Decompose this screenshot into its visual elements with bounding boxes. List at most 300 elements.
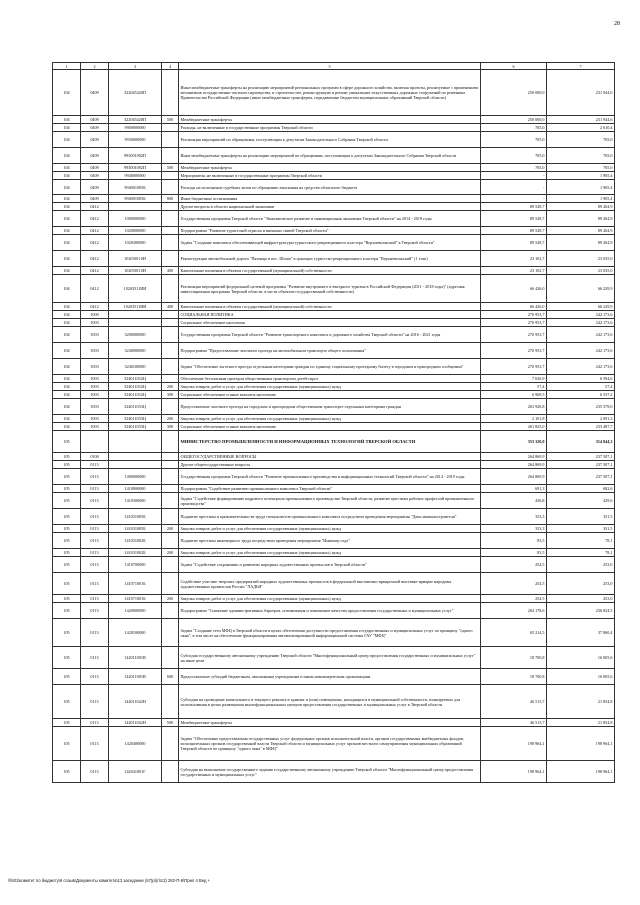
section-code-cell: 1000	[81, 311, 109, 319]
ministry-code-cell: 105	[53, 549, 81, 557]
section-code-cell: 0113	[81, 619, 109, 647]
expense-name-cell: Закупка товаров, работ и услуг для обеспечения государственных (муниципальных) нужд	[179, 549, 481, 557]
expense-name-cell: Подпрограмма "Снижение административных барьеров, оптимизация и повышение качества предоставления государственных и муниципальных услуг"	[179, 603, 481, 619]
expense-name-cell: Государственная программа Тверской области "Развитие транспортного комплекса и дорожного хозяйства Тверской области" на 2016 - 2021 годы	[179, 327, 481, 343]
table-row	[53, 549, 615, 557]
executed-amount-cell: 1 905,4	[547, 172, 615, 180]
expense-type-cell	[162, 211, 179, 227]
expense-name-cell: Капитальные вложения в объекты государственной (муниципальной) собственности	[179, 267, 481, 275]
section-code-cell: 0113	[81, 485, 109, 493]
table-row	[53, 669, 615, 685]
target-article-cell: 3200000000	[109, 327, 162, 343]
expense-name-cell: СОЦИАЛЬНАЯ ПОЛИТИКА	[179, 311, 481, 319]
section-code-cell: 1003	[81, 327, 109, 343]
ministry-code-cell: 104	[53, 116, 81, 124]
executed-amount-cell: 242 173,6	[547, 359, 615, 375]
table-row	[53, 164, 615, 172]
section-code-cell: 0113	[81, 685, 109, 719]
table-row	[53, 311, 615, 319]
page-number: 28	[614, 21, 620, 27]
executed-amount-cell: 23 035,0	[547, 267, 615, 275]
table-row	[53, 469, 615, 485]
ministry-code-cell: 104	[53, 235, 81, 251]
expense-type-cell	[162, 359, 179, 375]
executed-amount-cell: 78,1	[547, 549, 615, 557]
ministry-code-cell: 105	[53, 685, 81, 719]
expense-type-cell	[162, 399, 179, 415]
ministry-code-cell: 104	[53, 319, 81, 327]
budget-table	[52, 62, 615, 783]
target-article-cell	[109, 431, 162, 453]
section-code-cell: 0113	[81, 461, 109, 469]
table-row	[53, 116, 615, 124]
executed-amount-cell: 237 507,1	[547, 461, 615, 469]
section-code-cell: 0412	[81, 303, 109, 311]
expense-type-cell	[162, 343, 179, 359]
planned-amount-cell: 18 700,8	[481, 669, 547, 685]
planned-amount-cell: 705,0	[481, 132, 547, 148]
planned-amount-cell: 264 178,6	[481, 603, 547, 619]
expense-name-cell: Задача "Создание комплекса обеспечивающей инфраструктуры туристского-рекреационного кластера "Верхневолжский" в Тверской области"	[179, 235, 481, 251]
section-code-cell: 0412	[81, 267, 109, 275]
expense-name-cell: Подпрограмма "Содействие развитию промышленного комплекса Тверской области"	[179, 485, 481, 493]
ministry-code-cell: 104	[53, 180, 81, 195]
section-code-cell: 0113	[81, 647, 109, 669]
expense-name-cell: Субсидии на проведение капитального и текущего ремонта в зданиях и (или) помещениях, находящихся в муниципальной собственности, планируемых для использования в целях размещения многофункциональных центров предоставления государственных и муниципальных услуг в Тверской области	[179, 685, 481, 719]
target-article-cell: 322045420П	[109, 116, 162, 124]
section-code-cell: 0113	[81, 573, 109, 595]
planned-amount-cell: -	[481, 195, 547, 203]
expense-name-cell: Другие общегосударственные вопросы	[179, 461, 481, 469]
expense-name-cell: Предоставление субсидий бюджетным, автономным учреждениям и иным некоммерческим организациям	[179, 669, 481, 685]
expense-name-cell: Социальное обеспечение и иные выплаты населению	[179, 423, 481, 431]
column-number-7: 7	[547, 63, 615, 70]
target-article-cell: 1410300000	[109, 493, 162, 509]
ministry-code-cell: 105	[53, 557, 81, 573]
expense-type-cell	[162, 319, 179, 327]
ministry-code-cell: 104	[53, 311, 81, 319]
planned-amount-cell: 263 926,8	[481, 399, 547, 415]
planned-amount-cell: 89 528,7	[481, 235, 547, 251]
ministry-code-cell: 105	[53, 573, 81, 595]
target-article-cell: 1020300000	[109, 235, 162, 251]
expense-type-cell	[162, 685, 179, 719]
table-row	[53, 647, 615, 669]
section-code-cell: 1003	[81, 383, 109, 391]
executed-amount-cell: 253,0	[547, 573, 615, 595]
ministry-code-cell: 105	[53, 525, 81, 533]
ministry-code-cell: 104	[53, 203, 81, 211]
table-row	[53, 343, 615, 359]
planned-amount-cell: 691,3	[481, 485, 547, 493]
target-article-cell: 9930000000	[109, 132, 162, 148]
section-code-cell	[81, 431, 109, 453]
ministry-code-cell: 104	[53, 124, 81, 132]
expense-name-cell: Межбюджетные трансферты	[179, 116, 481, 124]
expense-name-cell: Межбюджетные трансферты	[179, 719, 481, 727]
table-row	[53, 375, 615, 383]
expense-name-cell: Закупка товаров, работ и услуг для обеспечения государственных (муниципальных) нужд	[179, 415, 481, 423]
executed-amount-cell: 16 005,6	[547, 669, 615, 685]
ministry-code-cell: 105	[53, 595, 81, 603]
section-code-cell: 1003	[81, 423, 109, 431]
executed-amount-cell: 242 173,6	[547, 343, 615, 359]
section-code-cell: 0113	[81, 595, 109, 603]
planned-amount-cell: 270 953,7	[481, 319, 547, 327]
target-article-cell: 141031002Б	[109, 549, 162, 557]
table-row	[53, 415, 615, 423]
executed-amount-cell: 242 173,6	[547, 319, 615, 327]
target-article-cell: 142011001В	[109, 647, 162, 669]
expense-type-cell	[162, 727, 179, 761]
table-row	[53, 70, 615, 116]
target-article-cell: 324011033Ц	[109, 423, 162, 431]
planned-amount-cell: 83,5	[481, 549, 547, 557]
table-row	[53, 303, 615, 311]
target-article-cell: 142011042Н	[109, 685, 162, 719]
ministry-code-cell: 105	[53, 485, 81, 493]
planned-amount-cell: 353,3	[481, 509, 547, 525]
ministry-code-cell: 104	[53, 172, 81, 180]
planned-amount-cell: 250 000,0	[481, 70, 547, 116]
planned-amount-cell: 436,8	[481, 493, 547, 509]
expense-name-cell: Задача "Обеспечение предоставления государственных услуг федеральных органов исполнительной власти, органов государственных внебюджетных фондов, исполнительных органов государственной власти Тверской области и муниципальных услуг органов местного самоуправления муниципальных образований Тверской области по принципу "одного окна" в МФЦ"	[179, 727, 481, 761]
planned-amount-cell: 705,0	[481, 124, 547, 132]
section-code-cell: 0409	[81, 195, 109, 203]
executed-amount-cell: 57,4	[547, 383, 615, 391]
executed-amount-cell: 198 964,1	[547, 761, 615, 783]
ministry-code-cell: 104	[53, 267, 81, 275]
expense-name-cell: Задача "Содействие формированию кадрового потенциала промышленного производства Тверской области, развитие престижа рабочих профессий промышленного производства"	[179, 493, 481, 509]
planned-amount-cell: 264 869,9	[481, 461, 547, 469]
target-article-cell: 324011032Ц	[109, 391, 162, 399]
ministry-code-cell: 104	[53, 251, 81, 267]
expense-type-cell	[162, 227, 179, 235]
table-row	[53, 172, 615, 180]
ministry-code-cell: 104	[53, 195, 81, 203]
target-article-cell: 324011033Ц	[109, 415, 162, 423]
ministry-code-cell: 104	[53, 383, 81, 391]
ministry-code-cell: 104	[53, 375, 81, 383]
table-row	[53, 267, 615, 275]
target-article-cell: 994001005Б	[109, 195, 162, 203]
executed-amount-cell: 89 264,9	[547, 203, 615, 211]
column-number-3: 3	[109, 63, 162, 70]
expense-type-cell: 200	[162, 549, 179, 557]
section-code-cell: 0409	[81, 180, 109, 195]
expense-name-cell: Иные бюджетные ассигнования	[179, 195, 481, 203]
section-code-cell: 0113	[81, 727, 109, 761]
planned-amount-cell: 270 953,7	[481, 343, 547, 359]
executed-amount-cell: 705,0	[547, 164, 615, 172]
expense-name-cell: Задача "Обеспечение льготного проезда отдельным категориям граждан по единому социальному проездному билету в городском и пригородном сообщении"	[179, 359, 481, 375]
executed-amount-cell: 21 854,8	[547, 719, 615, 727]
ministry-code-cell: 104	[53, 164, 81, 172]
target-article-cell: 1410700000	[109, 557, 162, 573]
target-article-cell: 10203511ИИ	[109, 303, 162, 311]
expense-type-cell	[162, 533, 179, 549]
planned-amount-cell: 46 513,7	[481, 719, 547, 727]
executed-amount-cell: 198 964,1	[547, 727, 615, 761]
table-row	[53, 275, 615, 303]
expense-type-cell	[162, 619, 179, 647]
expense-name-cell: Другие вопросы в области национальной экономики	[179, 203, 481, 211]
planned-amount-cell: 89 528,7	[481, 203, 547, 211]
section-code-cell: 0113	[81, 603, 109, 619]
section-code-cell: 1003	[81, 391, 109, 399]
target-article-cell: 324011032Ц	[109, 383, 162, 391]
table-row	[53, 509, 615, 525]
expense-type-cell	[162, 453, 179, 461]
executed-amount-cell: 237 507,1	[547, 469, 615, 485]
section-code-cell: 1003	[81, 399, 109, 415]
section-code-cell: 1003	[81, 319, 109, 327]
executed-amount-cell: 351,5	[547, 525, 615, 533]
planned-amount-cell: 198 964,1	[481, 761, 547, 783]
ministry-code-cell: 104	[53, 303, 81, 311]
expense-type-cell	[162, 132, 179, 148]
expense-type-cell	[162, 573, 179, 595]
table-row	[53, 235, 615, 251]
planned-amount-cell: 18 700,8	[481, 647, 547, 669]
executed-amount-cell: 21 854,8	[547, 685, 615, 719]
section-code-cell: 0113	[81, 549, 109, 557]
expense-name-cell: Государственная программа Тверской области "Экономическое развитие и инновационная экономика Тверской области" на 2014 - 2019 годы	[179, 211, 481, 227]
planned-amount-cell: 7 026,9	[481, 375, 547, 383]
planned-amount-cell: 254,5	[481, 595, 547, 603]
executed-amount-cell: 6 594,6	[547, 375, 615, 383]
executed-amount-cell: 236 824,5	[547, 603, 615, 619]
section-code-cell: 0409	[81, 164, 109, 172]
target-article-cell: 1400000000	[109, 469, 162, 485]
expense-type-cell: 400	[162, 303, 179, 311]
expense-name-cell: Межбюджетные трансферты	[179, 164, 481, 172]
ministry-code-cell: 104	[53, 275, 81, 303]
section-code-cell: 0113	[81, 533, 109, 549]
planned-amount-cell: 23 102,7	[481, 267, 547, 275]
section-code-cell: 1003	[81, 343, 109, 359]
planned-amount-cell: 254,5	[481, 573, 547, 595]
planned-amount-cell: 254,5	[481, 557, 547, 573]
section-code-cell: 1003	[81, 359, 109, 375]
table-row	[53, 327, 615, 343]
table-row	[53, 211, 615, 227]
section-code-cell: 0113	[81, 761, 109, 783]
expense-name-cell: Иные межбюджетные трансферты на реализацию мероприятий по обращениям, поступающим к депутатам Законодательного Собрания Тверской области	[179, 148, 481, 164]
target-article-cell: 1410000000	[109, 485, 162, 493]
table-row	[53, 619, 615, 647]
section-code-cell: 0409	[81, 124, 109, 132]
section-code-cell: 0412	[81, 251, 109, 267]
executed-amount-cell: 231 944,6	[547, 70, 615, 116]
ministry-code-cell: 105	[53, 461, 81, 469]
expense-name-cell: Реализация мероприятий по обращениям, поступающим к депутатам Законодательного Собрания Тверской области	[179, 132, 481, 148]
expense-type-cell	[162, 485, 179, 493]
section-code-cell: 0113	[81, 557, 109, 573]
planned-amount-cell: 66 426,0	[481, 303, 547, 311]
table-row	[53, 595, 615, 603]
table-row	[53, 453, 615, 461]
planned-amount-cell: 2 101,8	[481, 415, 547, 423]
section-code-cell: 0412	[81, 275, 109, 303]
expense-name-cell: Реконструкция автомобильной дороги "Пятница в пос. Шоша" в границах туристско-рекреационного кластера "Верхневолжский" (1 этап)	[179, 251, 481, 267]
expense-name-cell: Мероприятия, не включенные в государственные программы Тверской области	[179, 172, 481, 180]
expense-type-cell	[162, 375, 179, 383]
expense-type-cell: 200	[162, 415, 179, 423]
ministry-code-cell: 104	[53, 343, 81, 359]
expense-name-cell: Задача "Создание сети МФЦ в Тверской области в целях обеспечения доступности предоставления государственных и муниципальных услуг по принципу "одного окна", в том числе на обеспечение функционирования автоматизированной информационной системы ГАУ "МФЦ"	[179, 619, 481, 647]
target-article-cell	[109, 319, 162, 327]
table-row	[53, 603, 615, 619]
target-article-cell: 1420400000	[109, 727, 162, 761]
target-article-cell: 141031002Б	[109, 533, 162, 549]
target-article-cell: 1020000000	[109, 227, 162, 235]
executed-amount-cell: 78,1	[547, 533, 615, 549]
expense-name-cell: Капитальные вложения в объекты государственной (муниципальной) собственности	[179, 303, 481, 311]
expense-type-cell	[162, 311, 179, 319]
executed-amount-cell: 705,0	[547, 148, 615, 164]
expense-type-cell	[162, 235, 179, 251]
executed-amount-cell: 89 264,9	[547, 235, 615, 251]
planned-amount-cell: 83,5	[481, 533, 547, 549]
target-article-cell: 141071001Б	[109, 573, 162, 595]
section-code-cell: 0113	[81, 525, 109, 533]
expense-type-cell: 300	[162, 423, 179, 431]
table-row	[53, 251, 615, 267]
executed-amount-cell: 89 264,9	[547, 227, 615, 235]
section-code-cell: 0412	[81, 211, 109, 227]
planned-amount-cell: 198 964,1	[481, 727, 547, 761]
ministry-code-cell: 105	[53, 647, 81, 669]
section-code-cell: 0113	[81, 509, 109, 525]
section-code-cell: 0113	[81, 469, 109, 485]
table-header-row	[53, 63, 615, 70]
target-article-cell: 142011042Н	[109, 719, 162, 727]
ministry-code-cell: 104	[53, 399, 81, 415]
expense-type-cell: 300	[162, 391, 179, 399]
table-row	[53, 533, 615, 549]
expense-name-cell: МИНИСТЕРСТВО ПРОМЫШЛЕННОСТИ И ИНФОРМАЦИОННЫХ ТЕХНОЛОГИЙ ТВЕРСКОЙ ОБЛАСТИ	[179, 431, 481, 453]
executed-amount-cell: 705,0	[547, 132, 615, 148]
table-row	[53, 423, 615, 431]
target-article-cell	[109, 203, 162, 211]
target-article-cell: 102038110И	[109, 251, 162, 267]
planned-amount-cell: 46 513,7	[481, 685, 547, 719]
section-code-cell: 0412	[81, 235, 109, 251]
executed-amount-cell: 242 173,6	[547, 327, 615, 343]
expense-type-cell: 200	[162, 383, 179, 391]
expense-name-cell: ОБЩЕГОСУДАРСТВЕННЫЕ ВОПРОСЫ	[179, 453, 481, 461]
expense-type-cell	[162, 124, 179, 132]
column-number-6: 6	[481, 63, 547, 70]
expense-name-cell: Иные межбюджетные трансферты на реализацию мероприятий региональных программ в сфере дорожного хозяйства, включая проекты, реализуемые с применением механизмов государственно-частного партнерства, и строительство, реконструкцию и ремонт уникальных искусственных дорожных сооружений по решениям Правительства Российской Федерации (иные межбюджетные трансферты, передаваемые бюджетам муниципальных образований Тверской области)	[179, 70, 481, 116]
executed-amount-cell: 6 537,2	[547, 391, 615, 399]
target-article-cell: 102038110И	[109, 267, 162, 275]
table-row	[53, 148, 615, 164]
table-row	[53, 573, 615, 595]
executed-amount-cell: 2 091,3	[547, 415, 615, 423]
ministry-code-cell: 104	[53, 423, 81, 431]
target-article-cell: 3240000000	[109, 343, 162, 359]
section-code-cell: 0113	[81, 669, 109, 685]
table-row	[53, 727, 615, 761]
expense-name-cell: Закупка товаров, работ и услуг для обеспечения государственных (муниципальных) нужд	[179, 525, 481, 533]
target-article-cell: 3240100000	[109, 359, 162, 375]
table-row	[53, 195, 615, 203]
expense-type-cell	[162, 461, 179, 469]
executed-amount-cell: 233 487,7	[547, 423, 615, 431]
table-row	[53, 761, 615, 783]
file-path-footer: \\fs01\комитет по бюджету\6 созыв\Документы комитета\13 заседание (67)р\(п\13) 282-П-6\Прил 4 Вед +	[8, 878, 211, 883]
ministry-code-cell: 104	[53, 359, 81, 375]
table-row	[53, 685, 615, 719]
expense-type-cell	[162, 603, 179, 619]
expense-name-cell: Поднятие престижа инженерного труда посредством проведения мероприятия "Инженер года"	[179, 533, 481, 549]
target-article-cell: 10203511ИИ	[109, 275, 162, 303]
section-code-cell: 0409	[81, 116, 109, 124]
expense-name-cell: Социальное обеспечение и иные выплаты населению	[179, 391, 481, 399]
table-row	[53, 719, 615, 727]
table-row	[53, 124, 615, 132]
expense-name-cell: Субсидия государственному автономному учреждению Тверской области "Многофункциональный центр предоставления государственных и муниципальных услуг" на иные цели	[179, 647, 481, 669]
executed-amount-cell: 1 905,4	[547, 180, 615, 195]
target-article-cell: 141031005Б	[109, 509, 162, 525]
section-code-cell: 1003	[81, 415, 109, 423]
expense-type-cell	[162, 70, 179, 116]
target-article-cell	[109, 461, 162, 469]
target-article-cell: 142011001В	[109, 669, 162, 685]
section-code-cell: 0409	[81, 70, 109, 116]
table-row	[53, 525, 615, 533]
ministry-code-cell: 105	[53, 603, 81, 619]
expense-name-cell: Предоставление льготного проезда на городском и пригородном общественном транспорте отдельным категориям граждан	[179, 399, 481, 415]
expense-type-cell	[162, 493, 179, 509]
executed-amount-cell: 351,5	[547, 509, 615, 525]
ministry-code-cell: 105	[53, 761, 81, 783]
section-code-cell: 0409	[81, 172, 109, 180]
expense-type-cell	[162, 761, 179, 783]
expense-type-cell: 800	[162, 195, 179, 203]
table-row	[53, 557, 615, 573]
planned-amount-cell: 23 102,7	[481, 251, 547, 267]
executed-amount-cell: 89 264,9	[547, 211, 615, 227]
executed-amount-cell: 253,0	[547, 595, 615, 603]
expense-name-cell: Социальное обеспечение населения	[179, 319, 481, 327]
section-code-cell: 0409	[81, 148, 109, 164]
table-row	[53, 227, 615, 235]
ministry-code-cell: 104	[53, 227, 81, 235]
planned-amount-cell: 353,3	[481, 525, 547, 533]
table-row	[53, 485, 615, 493]
executed-amount-cell: 429,6	[547, 493, 615, 509]
ministry-code-cell: 105	[53, 469, 81, 485]
target-article-cell: 324011033Ц	[109, 399, 162, 415]
expense-type-cell	[162, 469, 179, 485]
column-number-5: 5	[179, 63, 481, 70]
target-article-cell: 1420100000	[109, 619, 162, 647]
table-row	[53, 461, 615, 469]
expense-type-cell	[162, 275, 179, 303]
ministry-code-cell: 104	[53, 211, 81, 227]
planned-amount-cell: 6 969,5	[481, 391, 547, 399]
expense-name-cell: Задача "Содействие сохранению и развитию народных художественных промыслов в Тверской области"	[179, 557, 481, 573]
ministry-code-cell: 105	[53, 619, 81, 647]
target-article-cell: 993001092П	[109, 164, 162, 172]
executed-amount-cell: 1 905,4	[547, 195, 615, 203]
expense-name-cell: Расходы на исполнение судебных актов по обращению взыскания на средства областного бюджета	[179, 180, 481, 195]
expense-type-cell: 500	[162, 719, 179, 727]
executed-amount-cell: 2 610,4	[547, 124, 615, 132]
